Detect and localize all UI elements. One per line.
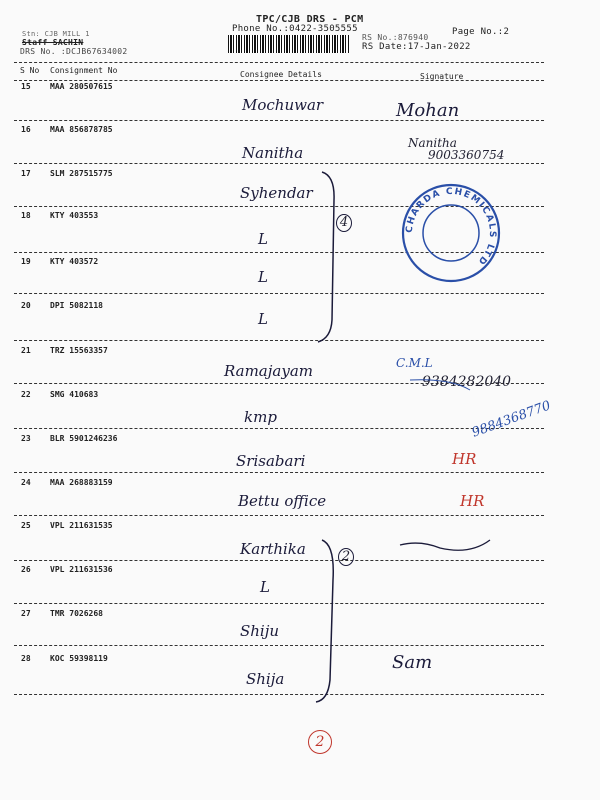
row-sno: 17 [21,169,31,178]
station-label: Stn: CJB MILL 1 [22,30,90,38]
consignee-name: Shiju [240,622,280,640]
row-sno: 16 [21,125,31,134]
row-consignment: VPL 211631535 [50,521,113,530]
signature-22-phone: 9884368770 [469,398,553,441]
row-consignment: KOC 59398119 [50,654,108,663]
row-sno: 19 [21,257,31,266]
page-number: Page No.:2 [452,27,510,37]
row-consignment: TRZ 15563357 [50,346,108,355]
count-marker-2: 2 [338,548,354,566]
row-sno: 22 [21,390,31,399]
row-sno: 18 [21,211,31,220]
row-sno: 28 [21,654,31,663]
signature-16-phone: 9003360754 [428,148,505,162]
row-consignment: MAA 856878785 [50,125,113,134]
signature-24: HR [460,492,485,510]
row-sno: 26 [21,565,31,574]
row-sno: 27 [21,609,31,618]
consignee-name: Ramajayam [224,362,313,380]
consignee-name: L [260,578,270,596]
consignee-name: Syhendar [240,184,313,202]
column-consignment: Consignment No [50,66,118,75]
staff-label: Staff SACHIN [22,38,84,47]
signature-28: Sam [392,652,433,673]
drs-number: DRS No. :DCJB67634002 [20,47,128,56]
row-consignment: MAA 280507615 [50,82,113,91]
signature-21-name: C.M.L [396,356,433,370]
row-consignment: DPI 5082118 [50,301,103,310]
signature-21-phone: 9384282040 [422,374,512,390]
row-consignment: MAA 268883159 [50,478,113,487]
consignee-name: Mochuwar [242,96,324,114]
consignee-name: Bettu office [238,492,327,510]
row-sno: 25 [21,521,31,530]
consignee-name: L [258,230,268,248]
page-mark: 2 [308,730,332,754]
consignee-name: Nanitha [242,144,304,162]
rs-number: RS No.:876940 [362,33,429,42]
report-title: TPC/CJB DRS - PCM [256,14,364,25]
row-consignment: SMG 410683 [50,390,99,399]
consignee-name: kmp [244,408,277,426]
row-sno: 24 [21,478,31,487]
row-sno: 21 [21,346,31,355]
row-consignment: SLM 287515775 [50,169,113,178]
column-consignee: Consignee Details [240,70,322,79]
row-sno: 15 [21,82,31,91]
phone-number: Phone No.:0422-3505555 [232,24,358,34]
row-sno: 20 [21,301,31,310]
column-sno: S No [20,66,40,75]
consignee-name: L [258,310,268,328]
company-stamp [396,178,506,288]
column-signature: Signature [420,72,464,81]
signature-15: Mohan [396,100,460,121]
consignee-name: L [258,268,268,286]
row-consignment: KTY 403553 [50,211,99,220]
signature-16-name: Nanitha [408,136,457,150]
consignee-name: Srisabari [236,452,306,470]
row-consignment: BLR 5901246236 [50,434,118,443]
rs-date: RS Date:17-Jan-2022 [362,42,471,52]
signature-23: HR [452,450,477,468]
stamp-text: CHARDA CHEMICALS LTD [404,186,498,267]
consignee-name: Shija [246,670,285,688]
count-marker-1: 4 [336,214,352,232]
row-sno: 23 [21,434,31,443]
row-consignment: TMR 7026268 [50,609,103,618]
row-consignment: KTY 403572 [50,257,99,266]
row-consignment: VPL 211631536 [50,565,113,574]
consignee-name: Karthika [240,540,306,558]
